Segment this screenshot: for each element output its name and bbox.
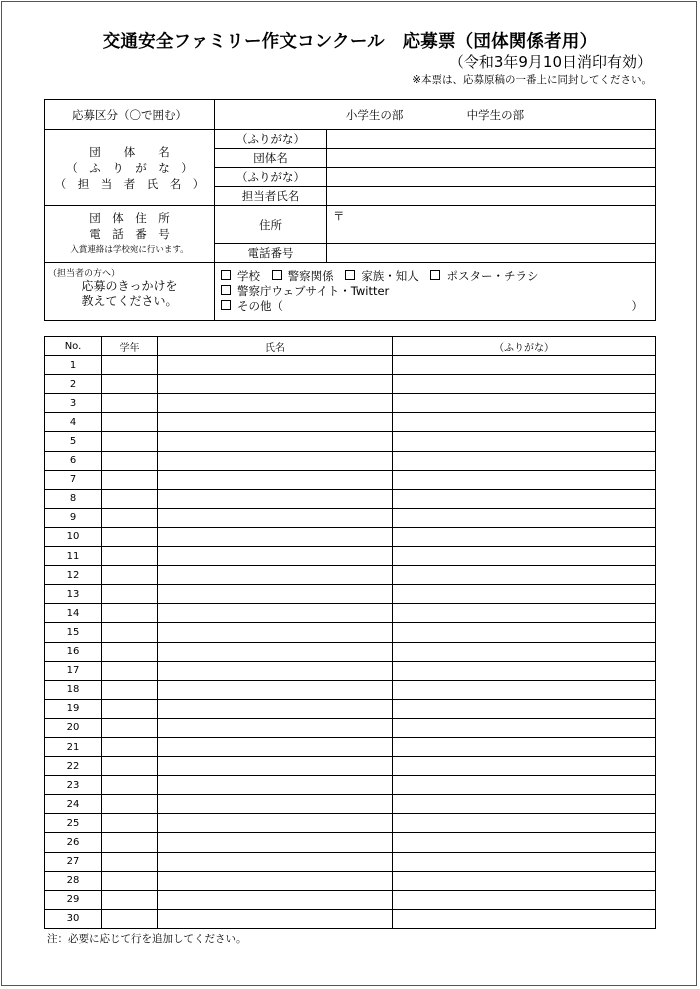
- table-row: [45, 470, 656, 489]
- row-number: 14: [45, 604, 102, 623]
- row-number: 9: [45, 508, 102, 527]
- furigana-cell[interactable]: [393, 470, 656, 489]
- name-cell[interactable]: [158, 642, 393, 661]
- name-cell[interactable]: [158, 547, 393, 566]
- grade-cell[interactable]: [102, 547, 158, 566]
- group-label-furigana: （ ふ り が な ）: [66, 160, 193, 175]
- name-cell[interactable]: [158, 737, 393, 756]
- row-number: 26: [45, 833, 102, 852]
- row-number: 18: [45, 680, 102, 699]
- furigana-cell[interactable]: [393, 661, 656, 680]
- checkbox-police[interactable]: [272, 270, 282, 280]
- grade-cell[interactable]: [102, 451, 158, 470]
- table-row: [45, 566, 656, 585]
- name-cell[interactable]: [158, 795, 393, 814]
- furigana-cell[interactable]: [393, 737, 656, 756]
- furigana-cell[interactable]: [393, 432, 656, 451]
- table-row: [45, 833, 656, 852]
- table-row: [45, 718, 656, 737]
- name-cell[interactable]: [158, 566, 393, 585]
- name-cell[interactable]: [158, 356, 393, 375]
- table-row: [45, 508, 656, 527]
- table-row: [45, 547, 656, 566]
- address-label-address: 団 体 住 所: [89, 211, 170, 225]
- furigana-cell[interactable]: [393, 604, 656, 623]
- table-row: [45, 776, 656, 795]
- row-number: 5: [45, 432, 102, 451]
- furigana-cell[interactable]: [393, 489, 656, 508]
- grade-cell[interactable]: [102, 890, 158, 909]
- grade-cell[interactable]: [102, 356, 158, 375]
- furigana-cell[interactable]: [393, 909, 656, 928]
- name-cell[interactable]: [158, 909, 393, 928]
- name-cell[interactable]: [158, 585, 393, 604]
- furigana-cell[interactable]: [393, 375, 656, 394]
- row-number: 6: [45, 451, 102, 470]
- furigana-cell[interactable]: [393, 527, 656, 546]
- group-label-name: 団 体 名: [89, 144, 170, 159]
- row-number: 16: [45, 642, 102, 661]
- option-poster: ポスター・チラシ: [446, 269, 539, 283]
- trigger-label: [45, 263, 215, 321]
- table-row: [45, 871, 656, 890]
- postal-mark: 〒: [333, 209, 345, 223]
- grade-cell[interactable]: [102, 508, 158, 527]
- phone-field[interactable]: [327, 244, 656, 263]
- table-row: [45, 852, 656, 871]
- grade-cell[interactable]: [102, 680, 158, 699]
- furigana-cell[interactable]: [393, 699, 656, 718]
- table-row: [45, 680, 656, 699]
- name-cell[interactable]: [158, 852, 393, 871]
- grade-cell[interactable]: [102, 489, 158, 508]
- table-row: [45, 527, 656, 546]
- participant-table: [44, 336, 656, 929]
- grade-cell[interactable]: [102, 623, 158, 642]
- row-number: 17: [45, 661, 102, 680]
- participant-rows: [45, 356, 656, 929]
- grade-cell[interactable]: [102, 413, 158, 432]
- table-row: [45, 356, 656, 375]
- row-number: 10: [45, 527, 102, 546]
- name-cell[interactable]: [158, 890, 393, 909]
- option-other-close: ）: [631, 299, 643, 313]
- category-junior[interactable]: 中学生の部: [466, 107, 525, 122]
- table-row: [45, 890, 656, 909]
- row-number: 3: [45, 394, 102, 413]
- category-label: 応募区分（〇で囲む）: [45, 100, 215, 130]
- row-number: 15: [45, 623, 102, 642]
- row-number: 12: [45, 566, 102, 585]
- name-cell[interactable]: [158, 604, 393, 623]
- checkbox-poster[interactable]: [430, 270, 440, 280]
- grade-cell[interactable]: [102, 527, 158, 546]
- furigana-label-2: （ふりがな）: [215, 168, 327, 187]
- checkbox-website[interactable]: [221, 285, 231, 295]
- grade-cell[interactable]: [102, 871, 158, 890]
- contact-furigana-field[interactable]: [327, 168, 656, 187]
- row-number: 2: [45, 375, 102, 394]
- checkbox-school[interactable]: [221, 270, 231, 280]
- table-row: [45, 737, 656, 756]
- header-no: No.: [45, 337, 102, 356]
- grade-cell[interactable]: [102, 661, 158, 680]
- contact-name-label: 担当者氏名: [215, 187, 327, 206]
- checkbox-family[interactable]: [345, 270, 355, 280]
- option-school: 学校: [237, 269, 260, 283]
- phone-label: 電話番号: [215, 244, 327, 263]
- contact-name-field[interactable]: [327, 187, 656, 206]
- name-cell[interactable]: [158, 508, 393, 527]
- grade-cell[interactable]: [102, 432, 158, 451]
- furigana-cell[interactable]: [393, 585, 656, 604]
- option-family: 家族・知人: [361, 269, 419, 283]
- row-number: 24: [45, 795, 102, 814]
- header-furigana: （ふりがな）: [393, 337, 656, 356]
- category-options[interactable]: [215, 100, 656, 130]
- name-cell[interactable]: [158, 470, 393, 489]
- name-cell[interactable]: [158, 718, 393, 737]
- furigana-cell[interactable]: [393, 814, 656, 833]
- furigana-cell[interactable]: [393, 623, 656, 642]
- trigger-note: （担当者の方へ）: [48, 269, 121, 279]
- table-row: [45, 757, 656, 776]
- grade-cell[interactable]: [102, 737, 158, 756]
- trigger-line-1: 応募のきっかけを: [81, 279, 178, 293]
- row-number: 1: [45, 356, 102, 375]
- group-label: [45, 130, 215, 206]
- furigana-cell[interactable]: [393, 871, 656, 890]
- name-cell[interactable]: [158, 661, 393, 680]
- row-number: 28: [45, 871, 102, 890]
- row-number: 4: [45, 413, 102, 432]
- entry-info-table: [44, 99, 656, 321]
- furigana-cell[interactable]: [393, 718, 656, 737]
- furigana-cell[interactable]: [393, 757, 656, 776]
- address-field[interactable]: [327, 206, 656, 244]
- row-number: 29: [45, 890, 102, 909]
- table-row: [45, 909, 656, 928]
- furigana-cell[interactable]: [393, 642, 656, 661]
- category-elementary[interactable]: 小学生の部: [345, 107, 404, 122]
- trigger-line-2: 教えてください。: [81, 294, 178, 308]
- grade-cell[interactable]: [102, 585, 158, 604]
- option-other: その他（: [237, 299, 283, 313]
- furigana-cell[interactable]: [393, 508, 656, 527]
- furigana-cell[interactable]: [393, 776, 656, 795]
- name-cell[interactable]: [158, 680, 393, 699]
- furigana-cell[interactable]: [393, 413, 656, 432]
- row-number: 7: [45, 470, 102, 489]
- header-grade: 学年: [102, 337, 158, 356]
- table-row: [45, 604, 656, 623]
- furigana-cell[interactable]: [393, 890, 656, 909]
- row-number: 21: [45, 737, 102, 756]
- row-number: 27: [45, 852, 102, 871]
- grade-cell[interactable]: [102, 795, 158, 814]
- header-name: 氏名: [158, 337, 393, 356]
- furigana-cell[interactable]: [393, 833, 656, 852]
- grade-cell[interactable]: [102, 470, 158, 489]
- furigana-cell[interactable]: [393, 566, 656, 585]
- grade-cell[interactable]: [102, 699, 158, 718]
- enclosure-note: ※本票は、応募原稿の一番上に同封してください。: [412, 74, 652, 86]
- name-cell[interactable]: [158, 451, 393, 470]
- furigana-cell[interactable]: [393, 394, 656, 413]
- table-row: [45, 451, 656, 470]
- row-number: 25: [45, 814, 102, 833]
- group-label-contact: （ 担 当 者 氏 名 ）: [54, 176, 205, 191]
- grade-cell[interactable]: [102, 833, 158, 852]
- grade-cell[interactable]: [102, 566, 158, 585]
- table-row: [45, 489, 656, 508]
- row-number: 20: [45, 718, 102, 737]
- grade-cell[interactable]: [102, 375, 158, 394]
- table-row: [45, 432, 656, 451]
- grade-cell[interactable]: [102, 604, 158, 623]
- name-cell[interactable]: [158, 871, 393, 890]
- furigana-cell[interactable]: [393, 852, 656, 871]
- table-row: [45, 642, 656, 661]
- group-furigana-field[interactable]: [327, 130, 656, 149]
- row-number: 23: [45, 776, 102, 795]
- row-number: 19: [45, 699, 102, 718]
- table-row: [45, 375, 656, 394]
- row-number: 13: [45, 585, 102, 604]
- table-row: [45, 661, 656, 680]
- grade-cell[interactable]: [102, 718, 158, 737]
- name-cell[interactable]: [158, 699, 393, 718]
- name-cell[interactable]: [158, 776, 393, 795]
- furigana-cell[interactable]: [393, 680, 656, 699]
- furigana-cell[interactable]: [393, 547, 656, 566]
- checkbox-other[interactable]: [221, 300, 231, 310]
- table-row: [45, 413, 656, 432]
- name-cell[interactable]: [158, 814, 393, 833]
- grade-cell[interactable]: [102, 909, 158, 928]
- furigana-cell[interactable]: [393, 795, 656, 814]
- grade-cell[interactable]: [102, 642, 158, 661]
- page-title: 交通安全ファミリー作文コンクール 応募票（団体関係者用）: [102, 32, 598, 52]
- name-cell[interactable]: [158, 413, 393, 432]
- grade-cell[interactable]: [102, 852, 158, 871]
- row-number: 22: [45, 757, 102, 776]
- furigana-label-1: （ふりがな）: [215, 130, 327, 149]
- address-field-label: 住所: [215, 206, 327, 244]
- name-cell[interactable]: [158, 527, 393, 546]
- deadline-note: （令和3年9月10日消印有効）: [448, 53, 652, 71]
- table-row: [45, 795, 656, 814]
- row-number: 8: [45, 489, 102, 508]
- grade-cell[interactable]: [102, 814, 158, 833]
- table-row: [45, 623, 656, 642]
- table-row: [45, 394, 656, 413]
- table-row: [45, 814, 656, 833]
- address-label: [45, 206, 215, 263]
- grade-cell[interactable]: [102, 776, 158, 795]
- name-cell[interactable]: [158, 432, 393, 451]
- name-cell[interactable]: [158, 623, 393, 642]
- furigana-cell[interactable]: [393, 356, 656, 375]
- grade-cell[interactable]: [102, 394, 158, 413]
- row-number: 30: [45, 909, 102, 928]
- trigger-options: [215, 263, 656, 321]
- option-police: 警察関係: [287, 269, 334, 283]
- award-contact-note: 入賞連絡は学校宛に行います。: [70, 245, 189, 255]
- address-label-phone: 電 話 番 号: [89, 227, 170, 241]
- option-website: 警察庁ウェブサイト・Twitter: [237, 284, 390, 298]
- group-name-field[interactable]: [327, 149, 656, 168]
- name-cell[interactable]: [158, 375, 393, 394]
- table-row: [45, 585, 656, 604]
- name-cell[interactable]: [158, 833, 393, 852]
- name-cell[interactable]: [158, 394, 393, 413]
- row-number: 11: [45, 547, 102, 566]
- footer-note: 注：必要に応じて行を追加してください。: [47, 933, 247, 945]
- furigana-cell[interactable]: [393, 451, 656, 470]
- grade-cell[interactable]: [102, 757, 158, 776]
- group-name-label: 団体名: [215, 149, 327, 168]
- name-cell[interactable]: [158, 489, 393, 508]
- table-row: [45, 699, 656, 718]
- name-cell[interactable]: [158, 757, 393, 776]
